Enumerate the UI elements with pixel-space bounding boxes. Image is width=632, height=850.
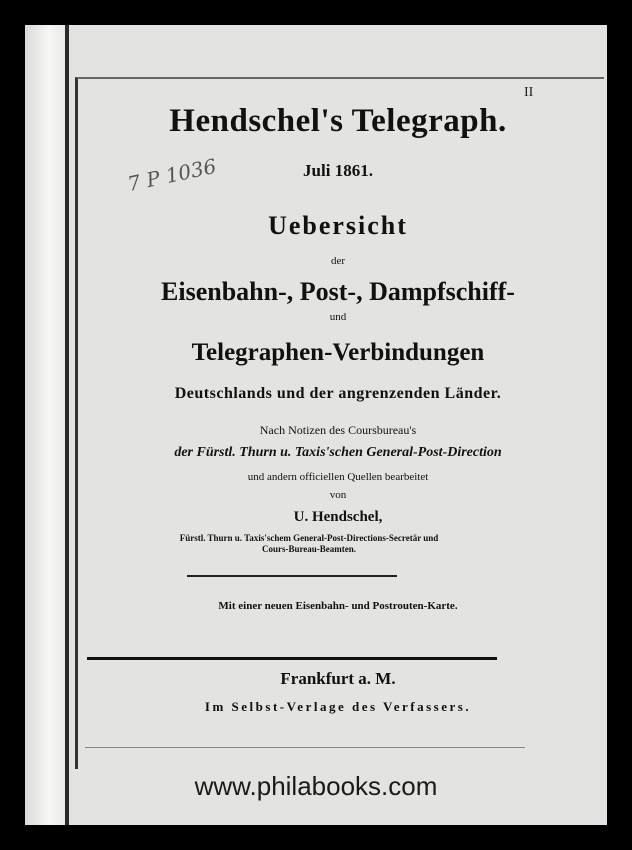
author-title: Fürstl. Thurn u. Taxis'schem General-Post-Directions-Secretär und Cours-Bureau-Beamten. [179,533,439,554]
issue-date: Juli 1861. [303,161,373,180]
source-line-2: der Fürstl. Thurn u. Taxis'schen General-Post-Direction [174,445,502,460]
pencil-note: 7 P 1036 [125,153,219,197]
source-line-1: Nach Notizen des Coursbureau's [259,423,417,437]
subject-line-1: Eisenbahn-, Post-, Dampfschiff- [161,277,515,306]
map-note: Mit einer neuen Eisenbahn- und Postrouten-Karte. [218,600,458,612]
book-photo [25,25,607,825]
book-spine [25,25,69,825]
von-line: von [329,489,347,501]
divider-long [87,657,497,660]
subject-line-2: Telegraphen-Verbindungen [191,339,485,366]
title-page [69,25,607,825]
author-name: U. Hendschel, [293,509,383,525]
region-line: Deutschlands und der angrenzenden Länder. [174,385,502,402]
publisher: Im Selbst-Verlage des Verfassers. [204,699,472,714]
corner-mark: II [524,85,534,100]
connector-der: der [330,255,346,267]
page-title: Hendschel's Telegraph. [169,103,507,139]
scan-bottom-edge [85,747,525,748]
place: Frankfurt a. M. [280,669,396,688]
connector-und: und [329,311,347,323]
watermark: www.philabooks.com [194,771,438,801]
source-line-3: und andern officiellen Quellen bearbeitet [247,471,429,483]
divider-short [187,575,397,577]
heading: Uebersicht [268,211,408,240]
